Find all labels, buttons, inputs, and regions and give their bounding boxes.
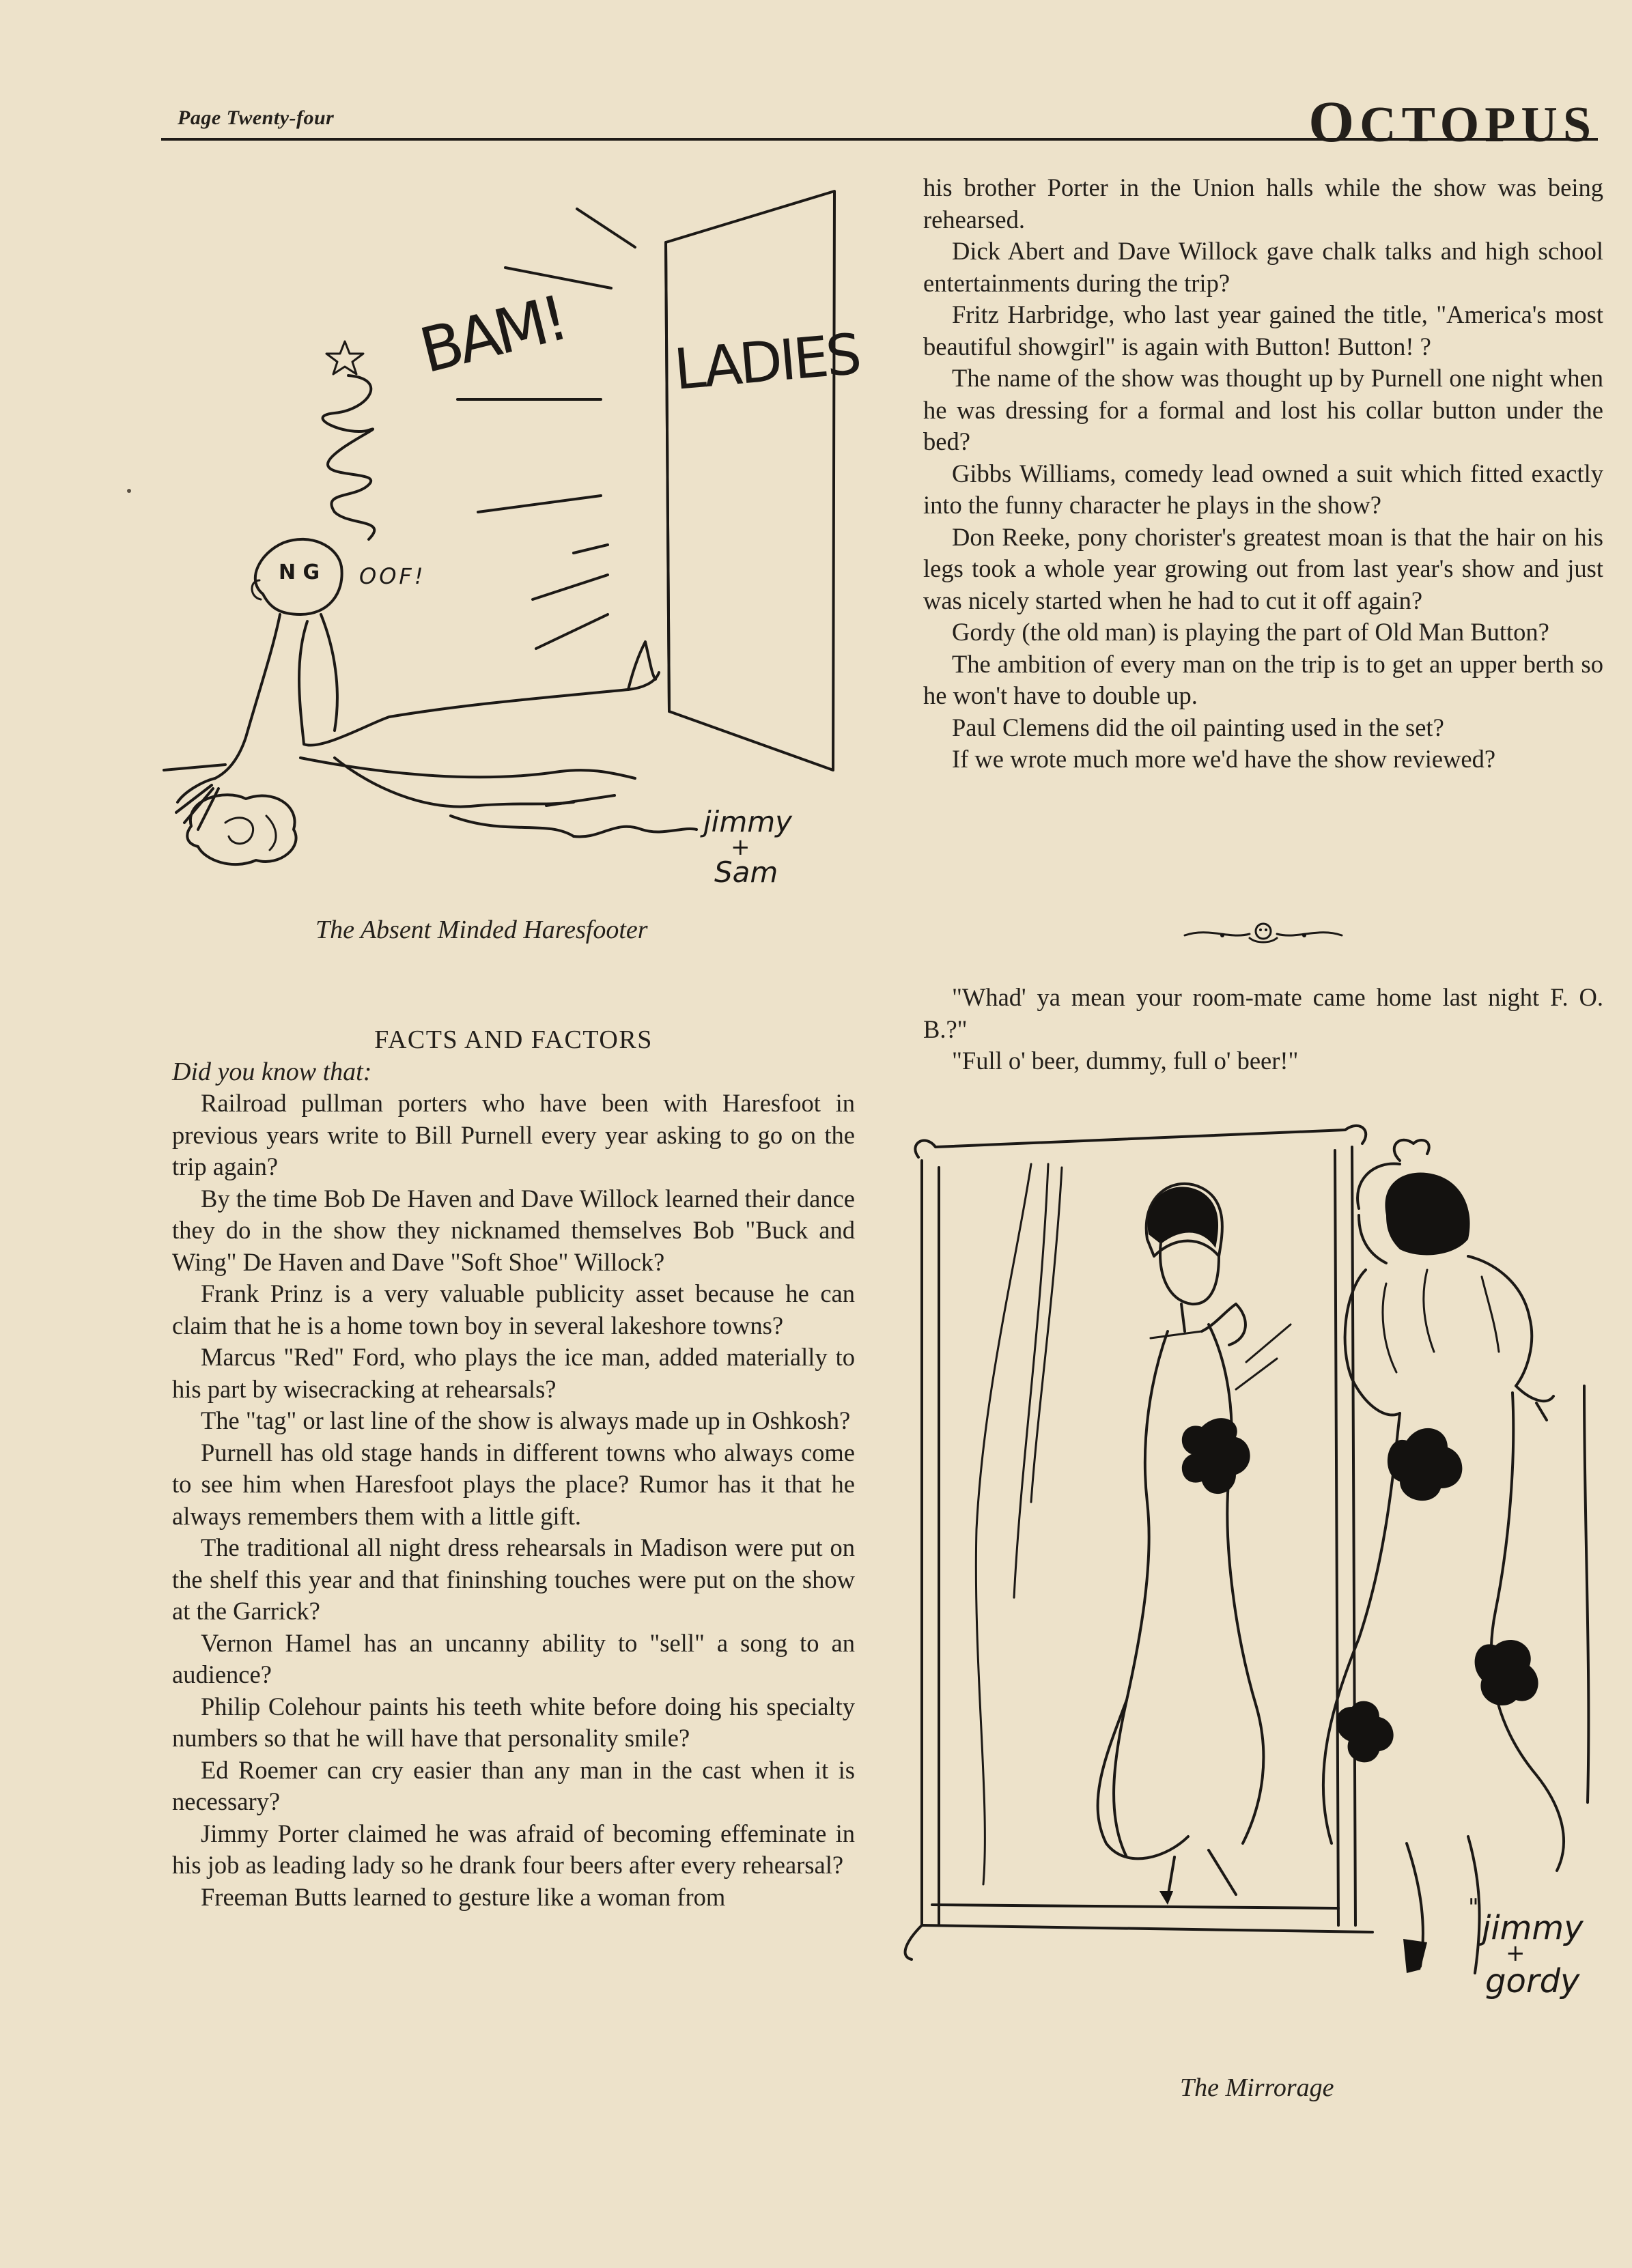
article-continuation: his brother Porter in the Union halls while the show was being rehearsed. (923, 173, 1603, 233)
sound-effect-bam: BAM! (412, 282, 572, 388)
figure-flower-3 (1336, 1701, 1394, 1763)
door-outline (666, 191, 834, 770)
mirror-frame-right (1352, 1147, 1355, 1925)
joke-block (923, 982, 1603, 1077)
signature-quote: " (1468, 1894, 1479, 1921)
door-edge (666, 242, 669, 711)
article-paragraph: Frank Prinz is a very valuable publicity asset because he can claim that he is a home town boy in several lakeshore towns? (172, 1279, 855, 1339)
signature-plus: + (731, 834, 750, 861)
masthead-rest: CTOPUS (1360, 97, 1596, 153)
figure-hair-bow (1394, 1140, 1429, 1161)
section-ornament-icon (1181, 920, 1345, 948)
article-paragraph: Paul Clemens did the oil painting used in the set? (952, 713, 1444, 741)
masthead-initial: O (1308, 89, 1360, 154)
reflection-legs (1168, 1850, 1236, 1898)
scan-speck (127, 489, 131, 493)
impact-line (478, 496, 601, 512)
joke-line-answer: "Full o' beer, dummy, full o' beer!" (952, 1047, 1299, 1075)
skirt-ruffle-2 (451, 816, 697, 837)
curtain-strand (976, 1164, 1031, 1884)
figure-sleeve-pleat (1383, 1270, 1499, 1372)
header-rule (161, 138, 1598, 141)
mirror-frame-bottom-inner (932, 1905, 1338, 1908)
impact-line (574, 545, 608, 553)
article-paragraph: The ambition of every man on the trip is to get an upper berth so he won't have to double up. (923, 649, 1603, 709)
figure-hair (1385, 1173, 1469, 1256)
dizzy-spring (323, 375, 375, 539)
exclamation-oof: OOF! (359, 563, 426, 589)
signature-artist-2: gordy (1485, 1962, 1580, 2000)
reflection-neck (1181, 1304, 1185, 1331)
figure-dress-right (1491, 1393, 1564, 1871)
reflection-dress (1114, 1331, 1168, 1857)
mirror-frame-left (905, 1161, 922, 1959)
reflection-skirt-hem (1098, 1700, 1188, 1858)
reflection-face (1160, 1243, 1219, 1304)
figure-flower-2 (1475, 1640, 1538, 1705)
caption-absent-minded-haresfooter: The Absent Minded Haresfooter (315, 916, 648, 944)
figure-hand-right (1516, 1386, 1553, 1420)
article-paragraph: If we wrote much more we'd have the show reviewed? (952, 745, 1496, 773)
reflection-strap (1151, 1331, 1202, 1338)
signature-artist-2: Sam (714, 855, 778, 889)
article-paragraph: Marcus "Red" Ford, who plays the ice man, added materially to his part by wisecracking at rehearsals? (172, 1343, 855, 1403)
article-paragraph: Philip Colehour paints his teeth white before doing his specialty numbers so that he will have that personality smile? (172, 1692, 855, 1752)
article-paragraph: Dick Abert and Dave Willock gave chalk talks and high school entertainments during the trip? (923, 237, 1603, 297)
article-intro: Did you know that: (172, 1057, 372, 1086)
wig-on-floor (187, 795, 296, 864)
skirt-ruffle (335, 758, 574, 807)
impact-line (536, 614, 608, 649)
hat-letters: N G (279, 561, 320, 584)
impact-line (505, 268, 611, 288)
cartoon-absent-minded-haresfooter (164, 171, 867, 894)
article-paragraph: Purnell has old stage hands in different towns who always come to see him when Haresfoot plays the place? Rumor has it that he always remembers them with a little gift. (172, 1438, 855, 1530)
mirror-frame-top (915, 1126, 1366, 1157)
figure-body (215, 614, 280, 778)
article-paragraph: Freeman Butts learned to gesture like a woman from (201, 1882, 726, 1911)
impact-line (533, 575, 608, 599)
article-paragraph: Fritz Harbridge, who last year gained the title, "America's most beautiful showgirl" is again with Button! Button! ? (923, 300, 1603, 360)
wig-curl (225, 818, 253, 844)
signature-artist-1: jimmy (1482, 1909, 1584, 1947)
mirror-frame-right-inner (1335, 1150, 1338, 1925)
figure-torso (299, 621, 389, 746)
door-sign-ladies: LADIES (671, 322, 862, 403)
reflection-dress-right (1209, 1324, 1263, 1843)
signature-artist-1: jimmy (703, 805, 793, 838)
article-paragraph: The "tag" or last line of the show is always made up in Oshkosh? (201, 1406, 851, 1434)
figure-sleeve-right (1468, 1256, 1532, 1386)
article-paragraph: Ed Roemer can cry easier than any man in the cast when it is necessary? (172, 1755, 855, 1815)
dizzy-star-icon (326, 341, 363, 374)
page-number-label: Page Twenty-four (178, 107, 335, 129)
signature-plus: + (1506, 1940, 1525, 1967)
figure-shoe (1403, 1939, 1427, 1973)
article-paragraph: Don Reeke, pony chorister's greatest moan is that the hair on his legs took a whole year growing out from last year's show and just was nicely started when he had to cut it off again? (923, 522, 1603, 614)
article-paragraph: By the time Bob De Haven and Dave Willock learned their dance they do in the show they nicknamed themselves Bob "Buck and Wing" De Haven and Dave "Soft Shoe" Willock? (172, 1184, 855, 1276)
figure-cord (1584, 1386, 1588, 1802)
article-paragraph: Gibbs Williams, comedy lead owned a suit which fitted exactly into the funny character he plays in the show? (923, 459, 1603, 519)
figure-dress-left (1323, 1413, 1400, 1843)
joke-line-question: "Whad' ya mean your room-mate came home last night F. O. B.?" (923, 983, 1603, 1043)
article-paragraph: Vernon Hamel has an uncanny ability to "sell" a song to an audience? (172, 1628, 855, 1688)
figure-flower-1 (1388, 1428, 1462, 1501)
wig-curl (266, 816, 276, 850)
article-paragraph: Railroad pullman porters who have been with Haresfoot in previous years write to Bill Purnell every year asking to go on the trip again? (172, 1089, 855, 1180)
figure-leg-top (389, 672, 659, 717)
mirror-frame-bottom (922, 1925, 1373, 1932)
article-paragraph: Gordy (the old man) is playing the part of Old Man Button? (952, 618, 1549, 646)
impact-line (577, 209, 635, 247)
reflection-flower (1182, 1418, 1250, 1494)
cartoon-the-mirrorage (881, 1120, 1618, 2035)
article-paragraph: The traditional all night dress rehearsals in Madison were put on the shelf this year and that fininshing touches were put on the show at the Garrick? (172, 1533, 855, 1625)
figure-arm-right (321, 614, 337, 731)
article-paragraph: The name of the show was thought up by Purnell one night when he was dressing for a formal and lost his collar button under the bed? (923, 364, 1603, 455)
magazine-masthead (1308, 87, 1596, 156)
article-heading: FACTS AND FACTORS (374, 1025, 653, 1054)
caption-the-mirrorage: The Mirrorage (1180, 2073, 1334, 2102)
reflection-shoe (1159, 1891, 1173, 1905)
article-right-column (923, 172, 1603, 776)
article-paragraph: Jimmy Porter claimed he was afraid of becoming effeminate in his job as leading lady so he drank four beers after every rehearsal? (172, 1819, 855, 1879)
article-left-column (172, 1024, 855, 1913)
